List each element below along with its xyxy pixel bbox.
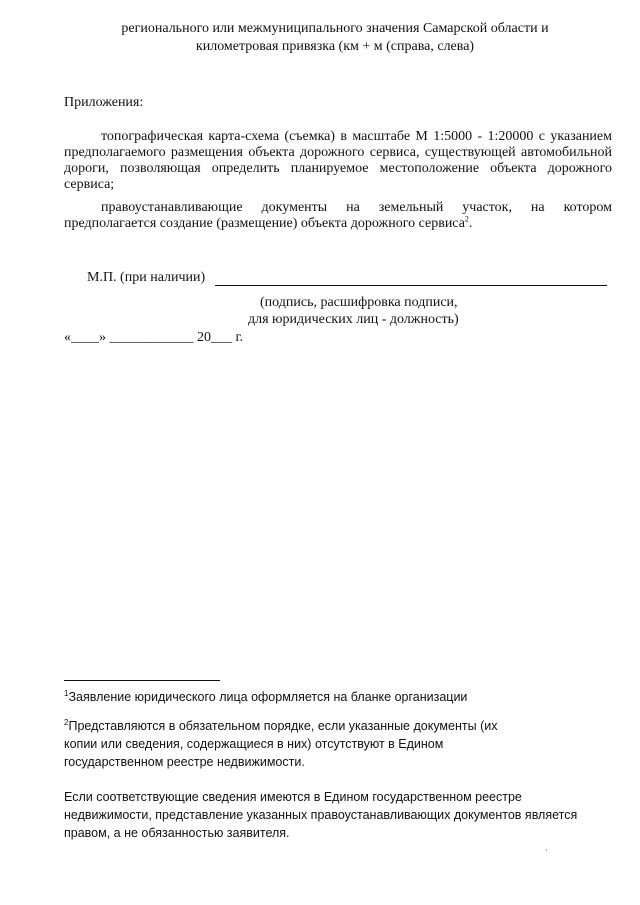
footnote-2-text: Представляются в обязательном порядке, если указанные документы (их копии или сведения, содержащиеся в них) отсутствуют в Едином государственном реестре недвижимости. <box>64 719 498 769</box>
signature-caption-line-2: для юридических лиц - должность) <box>248 312 459 327</box>
attachment-item-1: топографическая карта-схема (съемка) в масштабе М 1:5000 - 1:20000 с указанием предполагаемого размещения объекта дорожного сервиса, существующей автомобильной дороги, позволяющая определить планируемое местоположение объекта дорожного сервиса; <box>64 129 612 192</box>
stamp-label: М.П. (при наличии) <box>87 270 206 285</box>
footnote-separator <box>64 680 220 681</box>
footnote-note: Если соответствующие сведения имеются в Едином государственном реестре недвижимости, представление указанных правоустанавливающих документов является правом, а не обязанностью заявителя. <box>64 790 578 840</box>
footnote-1 <box>64 688 564 706</box>
attachment-item-2-text: правоустанавливающие документы на земельный участок, на котором предполагается создание (размещение) объекта дорожного сервиса <box>64 200 612 231</box>
signature-line <box>215 285 607 286</box>
attachment-item-2-end: . <box>468 216 473 231</box>
footnote-ref-2: 2 <box>464 214 469 224</box>
footnote-1-text: Заявление юридического лица оформляется на бланке организации <box>68 690 468 704</box>
attachment-item-2 <box>64 200 612 232</box>
header-line-2: километровая привязка (км + м (справа, слева) <box>195 39 475 54</box>
footnote-2 <box>64 717 534 771</box>
signature-caption-line-1: (подпись, расшифровка подписи, <box>260 295 458 310</box>
date-line: «____» ____________ 20___ г. <box>64 330 244 345</box>
footnote-2-mark: 2 <box>64 717 69 727</box>
page-mark: · <box>545 846 548 855</box>
footnote-1-mark: 1 <box>64 688 69 698</box>
attachments-title: Приложения: <box>64 95 144 110</box>
header-line-1: регионального или межмуниципального значения Самарской области и <box>121 21 549 36</box>
